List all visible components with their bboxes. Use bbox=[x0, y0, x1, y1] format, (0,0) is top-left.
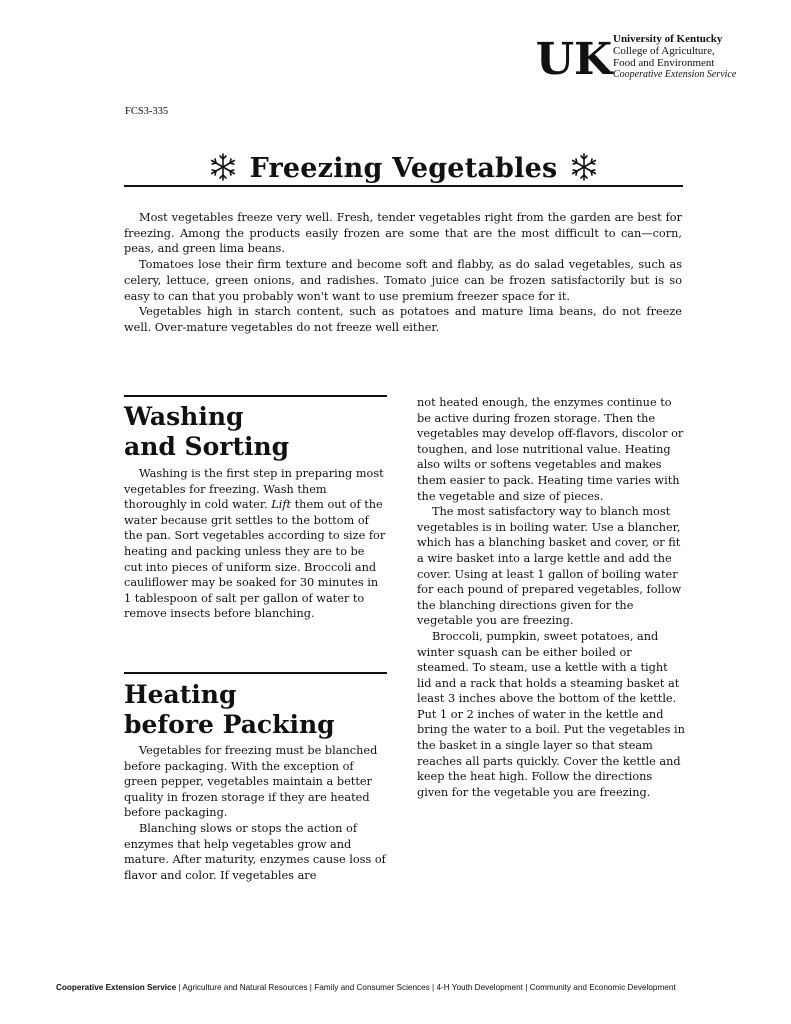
paragraph: The most satisfactory way to blanch most vegetables is in boiling water. Use a blancher, which has a blanching basket and cover, or fit a wire basket into a large kettle and add the cover. Using at least 1 gallon of boiling water for each pound of prepared vegetables, follow the blanching directions given for the vegetable you are freezing. bbox=[417, 505, 682, 628]
paragraph: Broccoli, pumpkin, sweet potatoes, and winter squash can be either boiled or steamed. To steam, use a kettle with a tight lid and a rack that holds a steaming basket at least 3 inches above the bottom of the kettle. Put 1 or 2 inches of water in the kettle and bring the water to a boil. Put the vegetables in the basket in a single layer so that steam reaches all parts quickly. Cover the kettle and keep the heat high. Follow the directions given for the vegetable you are freezing. bbox=[417, 629, 685, 799]
heading-line: and Sorting bbox=[124, 432, 290, 461]
document-code: FCS3-335 bbox=[125, 106, 169, 117]
page-title: Freezing Vegetables bbox=[249, 153, 558, 184]
heading-line: before Packing bbox=[124, 710, 335, 739]
footer-programs: | Agriculture and Natural Resources | Family and Consumer Sciences | 4-H Youth Development | Community and Economic Development bbox=[176, 983, 676, 992]
uk-logo-icon bbox=[535, 34, 613, 85]
institution-block bbox=[613, 33, 783, 81]
heading-line: Heating bbox=[124, 680, 237, 709]
intro-paragraph: Tomatoes lose their firm texture and become soft and flabby, as do salad vegetables, such as celery, lettuce, green onions, and radishes. Tomato juice can be frozen satisfactorily but is so easy to can that you probably won't want to use premium freezer space for it. bbox=[124, 258, 682, 303]
text-run: Washing is the first step in preparing most vegetables for freezing. Wash them thoroughly in cold water. bbox=[124, 467, 384, 512]
paragraph: Vegetables for freezing must be blanched before packaging. With the exception of green pepper, vegetables maintain a better quality in frozen storage if they are heated before packaging. bbox=[124, 744, 378, 820]
footer-lead: Cooperative Extension Service bbox=[56, 983, 177, 992]
text-run: them out of the water because grit settles to the bottom of the pan. Sort vegetables according to size for heating and packing unless they are to be cut into pieces of uniform size. Broccoli and cauliflower may be soaked for 30 minutes in 1 tablespoon of salt per gallon of water to remove insects before blanching. bbox=[124, 498, 386, 621]
paragraph bbox=[124, 466, 386, 622]
washing-body bbox=[124, 466, 386, 622]
logo-text: UK bbox=[535, 34, 613, 85]
intro-paragraph: Vegetables high in starch content, such as potatoes and mature lima beans, do not freeze well. Over-mature vegetables do not freeze well either. bbox=[124, 305, 682, 334]
heating-body bbox=[124, 743, 386, 883]
institution-name: University of Kentucky bbox=[613, 33, 723, 45]
title-block bbox=[124, 150, 683, 186]
section-rule bbox=[124, 672, 387, 674]
continued-body bbox=[417, 395, 685, 800]
section-heading-heating bbox=[124, 680, 389, 740]
intro-text bbox=[124, 210, 682, 336]
intro-paragraph: Most vegetables freeze very well. Fresh, tender vegetables right from the garden are best for freezing. Among the products easily frozen are some that are the most difficult to can—corn, peas, and green lima beans. bbox=[124, 211, 682, 256]
heading-line: Washing bbox=[124, 402, 244, 431]
snowflake-icon bbox=[208, 152, 238, 182]
snowflake-icon bbox=[569, 152, 599, 182]
footer bbox=[56, 983, 756, 992]
section-heading-washing bbox=[124, 402, 389, 462]
college-name-line2: Food and Environment bbox=[613, 57, 715, 69]
paragraph: Blanching slows or stops the action of enzymes that help vegetables grow and mature. After maturity, enzymes cause loss of flavor and color. If vegetables are bbox=[124, 821, 386, 882]
title-rule bbox=[124, 185, 683, 187]
service-name: Cooperative Extension Service bbox=[613, 69, 737, 80]
section-rule bbox=[124, 395, 387, 397]
italic-text: Lift bbox=[271, 498, 292, 512]
paragraph: not heated enough, the enzymes continue to be active during frozen storage. Then the vegetables may develop off-flavors, discolor or toughen, and lose nutritional value. Heating also wilts or softens vegetables and makes them easier to pack. Heating time varies with the vegetable and size of pieces. bbox=[417, 396, 684, 503]
college-name-line1: College of Agriculture, bbox=[613, 45, 715, 57]
